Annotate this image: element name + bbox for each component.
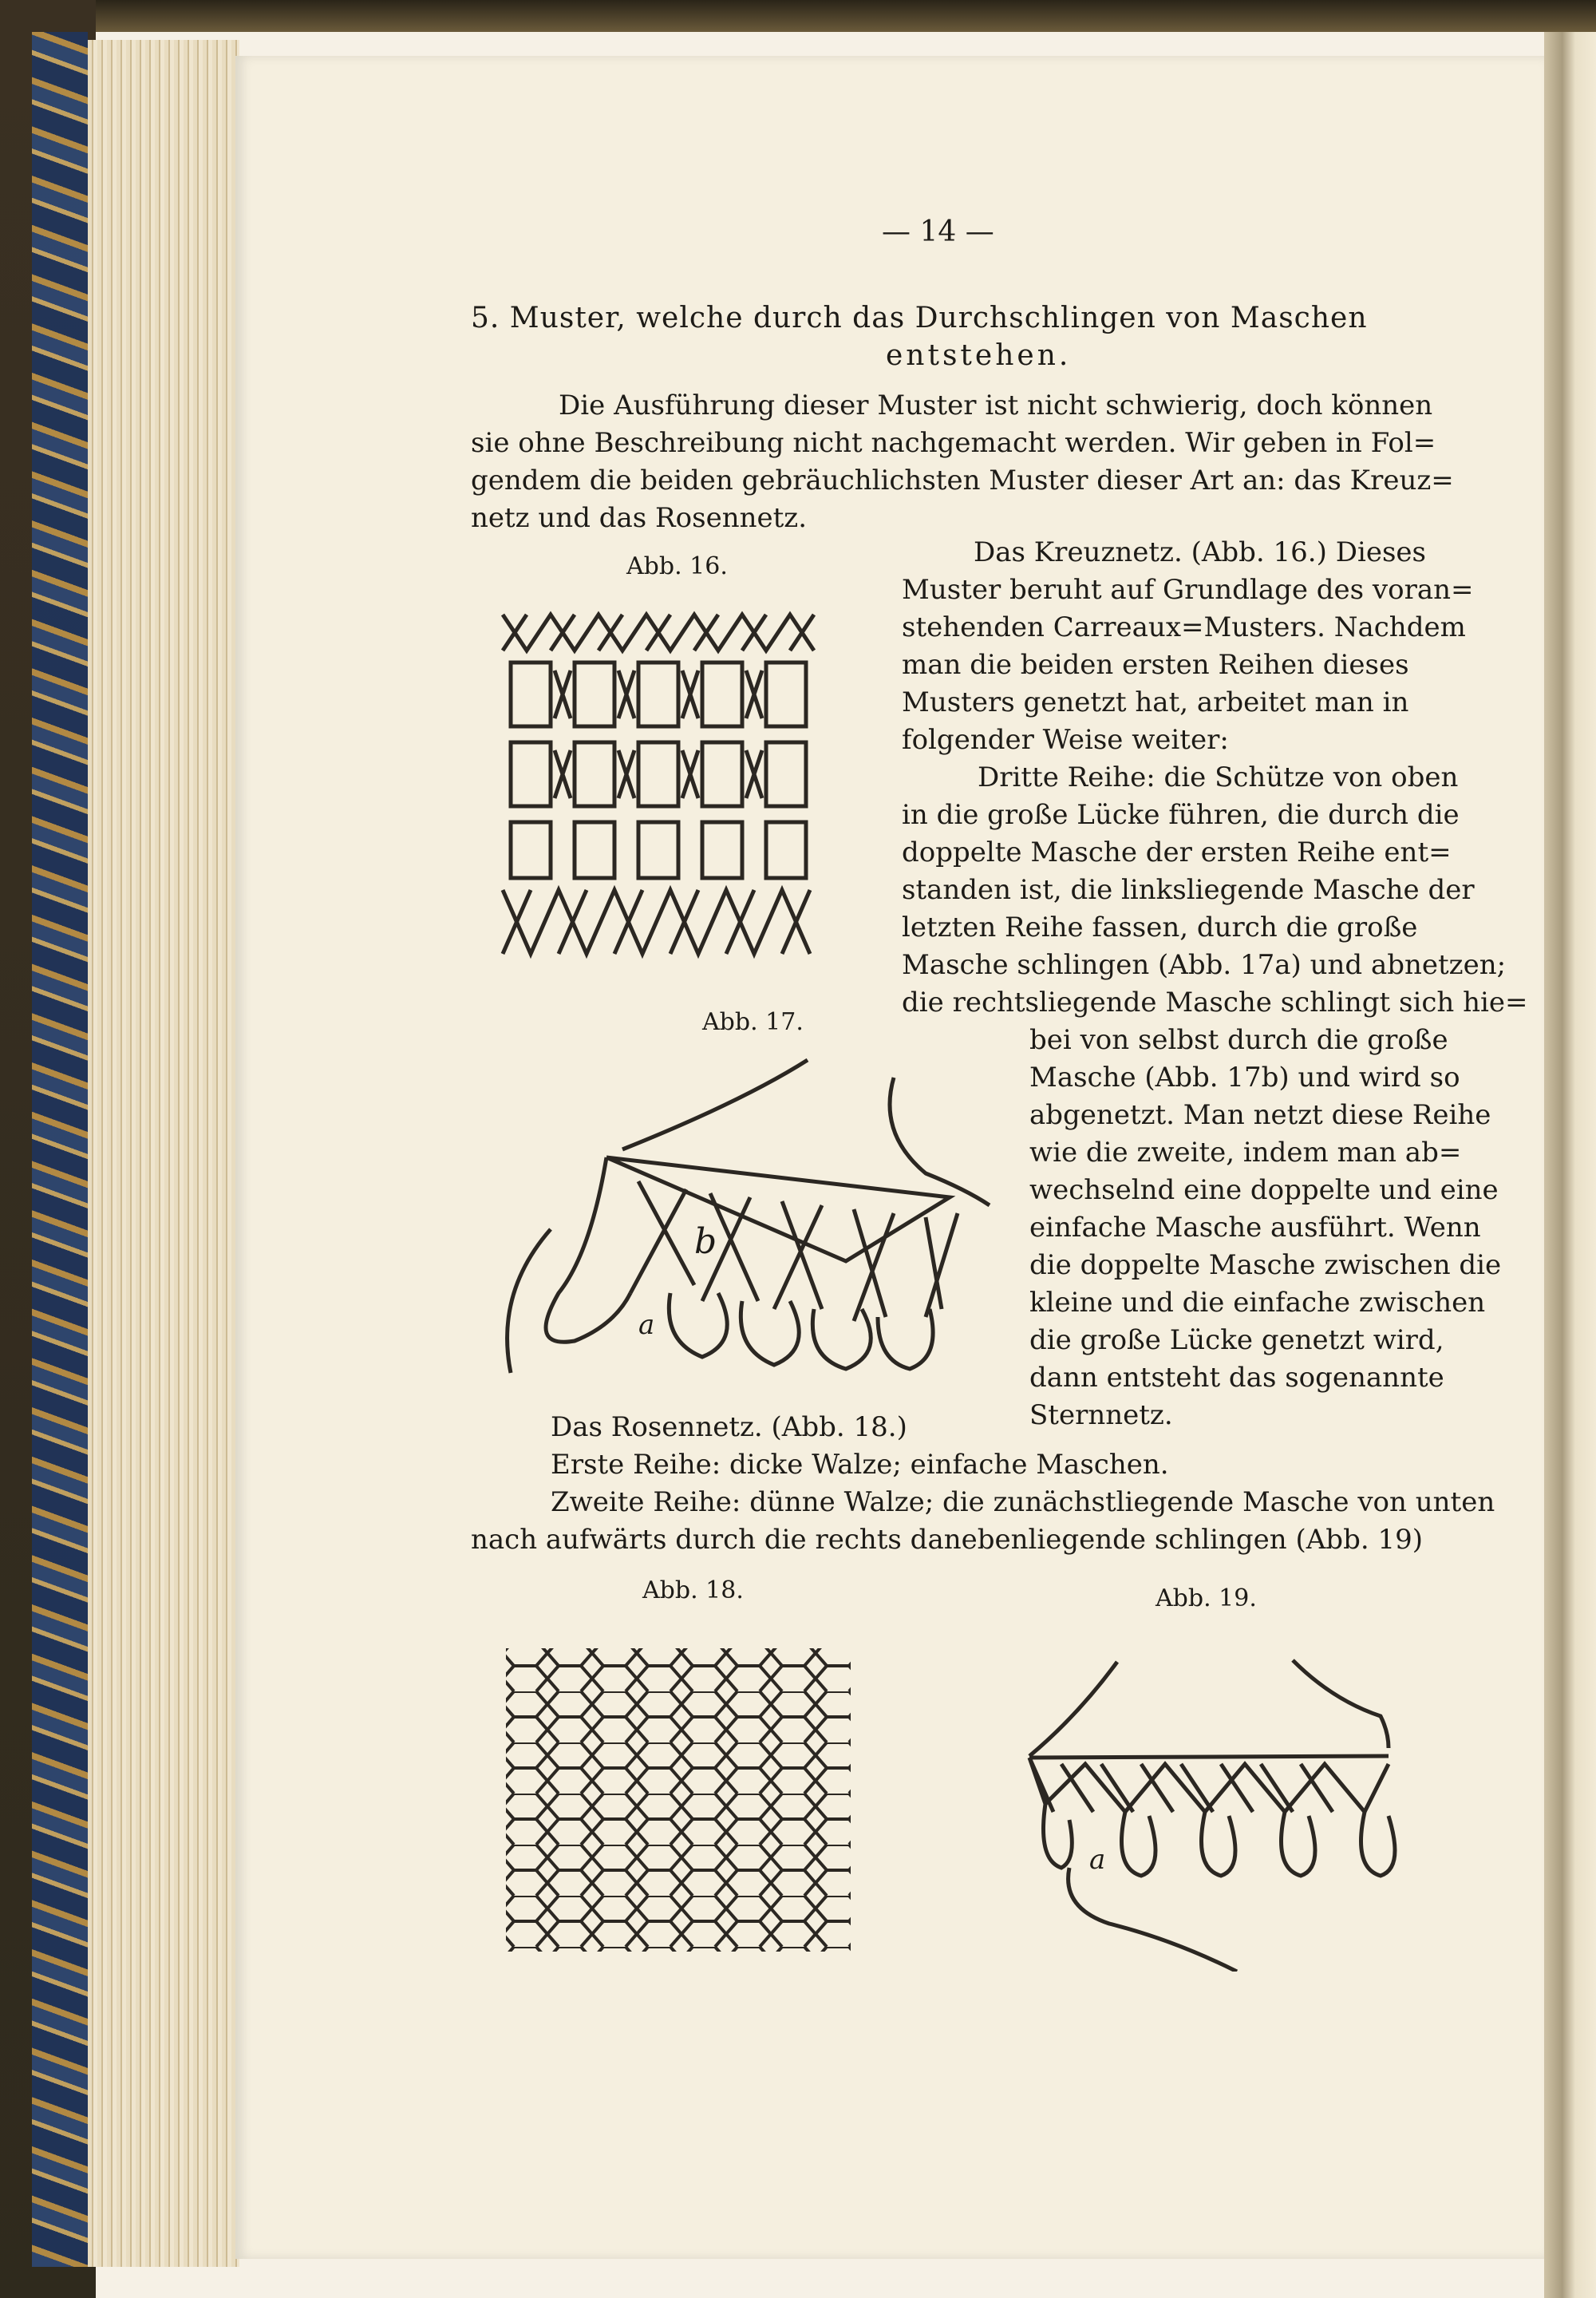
kreuznetz-cont-line: die große Lücke genetzt wird, (1029, 1324, 1444, 1356)
page-number: — 14 — (882, 216, 994, 248)
book-top-edge (0, 0, 1596, 32)
intro-line: gendem die beiden gebräuchlichsten Muster dieser Art an: das Kreuz= (471, 465, 1454, 496)
page-stack-edges (88, 40, 239, 2267)
rosennetz-line: Erste Reihe: dicke Walze; einfache Maschen. (551, 1449, 1169, 1481)
figure-17-caption: Abb. 17. (702, 1008, 804, 1036)
kreuznetz-cont-line: kleine und die einfache zwischen (1029, 1287, 1486, 1319)
kreuznetz-line: die rechtsliegende Masche schlingt sich hie= (902, 987, 1528, 1018)
kreuznetz-line: Dritte Reihe: die Schütze von oben (978, 761, 1459, 793)
kreuznetz-cont-line: wechselnd eine doppelte und eine (1029, 1174, 1499, 1206)
kreuznetz-cont-line: die doppelte Masche zwischen die (1029, 1249, 1502, 1281)
figure-19-caption: Abb. 19. (1156, 1584, 1257, 1612)
kreuznetz-line: letzten Reihe fassen, durch die große (902, 912, 1418, 943)
marbled-cover-edge (32, 32, 88, 2267)
figure-18-caption: Abb. 18. (642, 1576, 744, 1604)
kreuznetz-line: in die große Lücke führen, die durch die (902, 799, 1460, 831)
figure-19-knotting-illustration (1013, 1652, 1452, 1972)
book-gutter (1544, 32, 1596, 2298)
figure-16-caption: Abb. 16. (626, 552, 728, 580)
figure-17-knotting-illustration (479, 1054, 1005, 1381)
section-heading-line-2: entstehen. (886, 339, 1072, 372)
section-heading-line-1: 5. Muster, welche durch das Durchschlingen von Maschen (471, 302, 1368, 334)
kreuznetz-cont-line: Masche (Abb. 17b) und wird so (1029, 1062, 1460, 1094)
kreuznetz-line: Das Kreuznetz. (Abb. 16.) Dieses (974, 536, 1426, 568)
kreuznetz-cont-line: dann entsteht das sogenannte (1029, 1362, 1444, 1394)
rosennetz-line: Zweite Reihe: dünne Walze; die zunächstliegende Masche von unten (551, 1486, 1495, 1518)
figure-17-letter-a: a (638, 1309, 655, 1341)
figure-17-letter-b: b (694, 1221, 717, 1262)
kreuznetz-cont-line: bei von selbst durch die große (1029, 1024, 1448, 1056)
figure-18-rosennetz-illustration (503, 1640, 854, 1960)
kreuznetz-line: Muster beruht auf Grundlage des voran= (902, 574, 1474, 606)
rosennetz-line: Das Rosennetz. (Abb. 18.) (551, 1411, 907, 1443)
intro-line: Die Ausführung dieser Muster ist nicht schwierig, doch können (559, 390, 1433, 421)
kreuznetz-line: stehenden Carreaux=Musters. Nachdem (902, 611, 1466, 643)
kreuznetz-line: Musters genetzt hat, arbeitet man in (902, 686, 1409, 718)
intro-line: sie ohne Beschreibung nicht nachgemacht werden. Wir geben in Fol= (471, 427, 1436, 459)
kreuznetz-line: Masche schlingen (Abb. 17a) und abnetzen; (902, 949, 1507, 981)
kreuznetz-cont-line: abgenetzt. Man netzt diese Reihe (1029, 1099, 1491, 1131)
kreuznetz-line: man die beiden ersten Reihen dieses (902, 649, 1409, 681)
kreuznetz-cont-line: Sternnetz. (1029, 1399, 1173, 1431)
figure-19-letter-a: a (1089, 1844, 1106, 1876)
rosennetz-line: nach aufwärts durch die rechts danebenliegende schlingen (Abb. 19) (471, 1524, 1423, 1556)
kreuznetz-line: folgender Weise weiter: (902, 724, 1229, 756)
kreuznetz-line: standen ist, die linksliegende Masche der (902, 874, 1475, 906)
figure-16-kreuznetz-illustration (495, 603, 830, 970)
kreuznetz-cont-line: wie die zweite, indem man ab= (1029, 1137, 1462, 1169)
kreuznetz-cont-line: einfache Masche ausführt. Wenn (1029, 1212, 1481, 1244)
intro-line: netz und das Rosennetz. (471, 502, 807, 534)
kreuznetz-line: doppelte Masche der ersten Reihe ent= (902, 837, 1452, 868)
